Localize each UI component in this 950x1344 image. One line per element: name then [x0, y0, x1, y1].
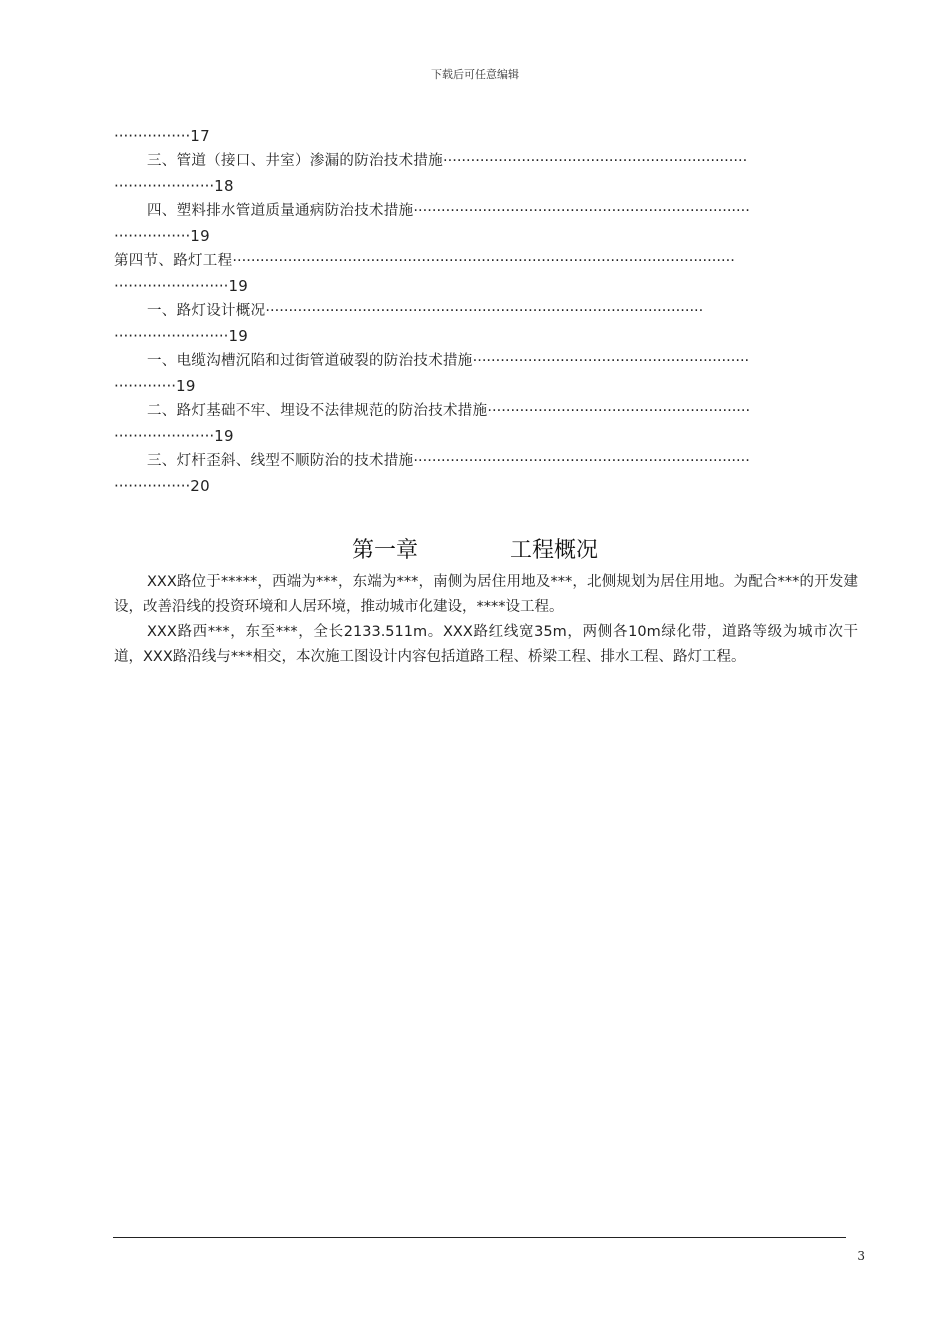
- text-run: XXX: [442, 624, 473, 640]
- toc-leader: ·····················: [114, 427, 215, 445]
- toc-page: 19: [214, 427, 234, 445]
- table-of-contents: [114, 124, 858, 499]
- toc-page: 20: [190, 477, 210, 495]
- toc-entry-text: 三、灯杆歪斜、线型不顺防治的技术措施: [147, 453, 414, 469]
- text-run: ，两侧各: [566, 624, 629, 640]
- toc-entry-text: 二、路灯基础不牢、埋设不法律规范的防治技术措施: [147, 403, 488, 419]
- text-run: ，东端为: [337, 574, 397, 590]
- chapter-number: 第一章: [351, 538, 418, 563]
- text-run: ****: [476, 599, 506, 615]
- toc-leader: ························: [114, 327, 229, 345]
- toc-leader: ················: [114, 477, 191, 495]
- text-run: ***: [275, 624, 298, 640]
- toc-line[interactable]: [114, 324, 858, 349]
- text-run: ，北侧规划为居住用地。为配合: [572, 574, 778, 590]
- toc-line[interactable]: [114, 424, 858, 449]
- toc-line[interactable]: [114, 274, 858, 299]
- text-run: ***: [777, 574, 800, 590]
- toc-page: 19: [228, 277, 249, 295]
- text-run: ***: [207, 624, 230, 640]
- text-run: 。: [427, 624, 443, 640]
- toc-leader: ·········································································: [413, 203, 750, 219]
- text-run: ***: [396, 574, 419, 590]
- toc-leader: ·························································: [487, 403, 751, 419]
- text-run: 路红线宽: [472, 624, 535, 640]
- toc-line[interactable]: [114, 349, 858, 374]
- page-number: 3: [857, 1249, 865, 1263]
- text-run: ***: [230, 649, 253, 665]
- toc-leader: ··································································: [443, 153, 748, 169]
- page-header: 下载后可任意编辑: [431, 68, 519, 81]
- toc-entry-text: 四、塑料排水管道质量通病防治技术措施: [147, 203, 414, 219]
- body-text: [114, 570, 858, 670]
- toc-leader: ·············································································································: [232, 253, 735, 269]
- footer-rule: [113, 1237, 846, 1238]
- toc-line[interactable]: [114, 174, 858, 199]
- toc-line[interactable]: [114, 374, 858, 399]
- toc-line[interactable]: [114, 199, 858, 224]
- text-run: ，南侧为居住用地及: [418, 574, 551, 590]
- text-run: 路西: [176, 624, 208, 640]
- toc-leader: ·············: [114, 377, 176, 395]
- text-run: 的开发建设，改善沿线的投资环境和人居环境，推动城市化建设，: [114, 574, 859, 615]
- toc-line[interactable]: [114, 224, 858, 249]
- text-run: ，东至: [229, 624, 276, 640]
- text-run: *****: [220, 574, 258, 590]
- toc-line[interactable]: [114, 124, 858, 149]
- text-run: ，西端为: [257, 574, 317, 590]
- toc-leader: ·····················: [114, 177, 215, 195]
- text-run: 设工程。: [505, 599, 564, 615]
- toc-line[interactable]: [114, 249, 858, 274]
- toc-line[interactable]: [114, 449, 858, 474]
- toc-page: 18: [214, 177, 234, 195]
- toc-page: 19: [228, 327, 249, 345]
- text-run: XXX: [147, 624, 177, 640]
- chapter-title: 工程概况: [510, 538, 599, 563]
- text-run: ***: [316, 574, 338, 590]
- toc-leader: ················: [114, 227, 191, 245]
- toc-line[interactable]: [114, 149, 858, 174]
- text-run: 相交，本次施工图设计内容包括道路工程、桥梁工程、排水工程、路灯工程。: [252, 649, 746, 665]
- toc-leader: ·······························································································: [265, 303, 704, 319]
- toc-line[interactable]: [114, 474, 858, 499]
- toc-page: 19: [176, 377, 196, 395]
- text-run: 2133.511m: [343, 624, 428, 640]
- toc-line[interactable]: [114, 399, 858, 424]
- toc-page: 19: [190, 227, 210, 245]
- toc-leader: ····························································: [472, 353, 750, 369]
- text-run: 路位于: [176, 574, 221, 590]
- toc-entry-text: 第四节、路灯工程: [114, 253, 233, 269]
- toc-line[interactable]: [114, 299, 858, 324]
- text-run: 路沿线与: [172, 649, 231, 665]
- toc-leader: ························: [114, 277, 229, 295]
- toc-entry-text: 一、电缆沟槽沉陷和过街管道破裂的防治技术措施: [147, 353, 473, 369]
- chapter-heading: [0, 533, 950, 564]
- text-run: XXX: [143, 649, 173, 665]
- toc-page: 17: [190, 127, 210, 145]
- paragraph: [114, 570, 858, 620]
- toc-leader: ················: [114, 127, 191, 145]
- toc-entry-text: 三、管道（接口、井室）渗漏的防治技术措施: [147, 153, 443, 169]
- toc-entry-text: 一、路灯设计概况: [147, 303, 266, 319]
- text-run: ，全长: [297, 624, 344, 640]
- text-run: ***: [550, 574, 573, 590]
- text-run: XXX: [147, 574, 177, 590]
- text-run: 35m: [534, 624, 567, 640]
- toc-leader: ·········································································: [413, 453, 750, 469]
- text-run: 绿化带，道路等级为城市次干道，: [114, 624, 859, 665]
- paragraph: [114, 620, 858, 670]
- text-run: 10m: [628, 624, 661, 640]
